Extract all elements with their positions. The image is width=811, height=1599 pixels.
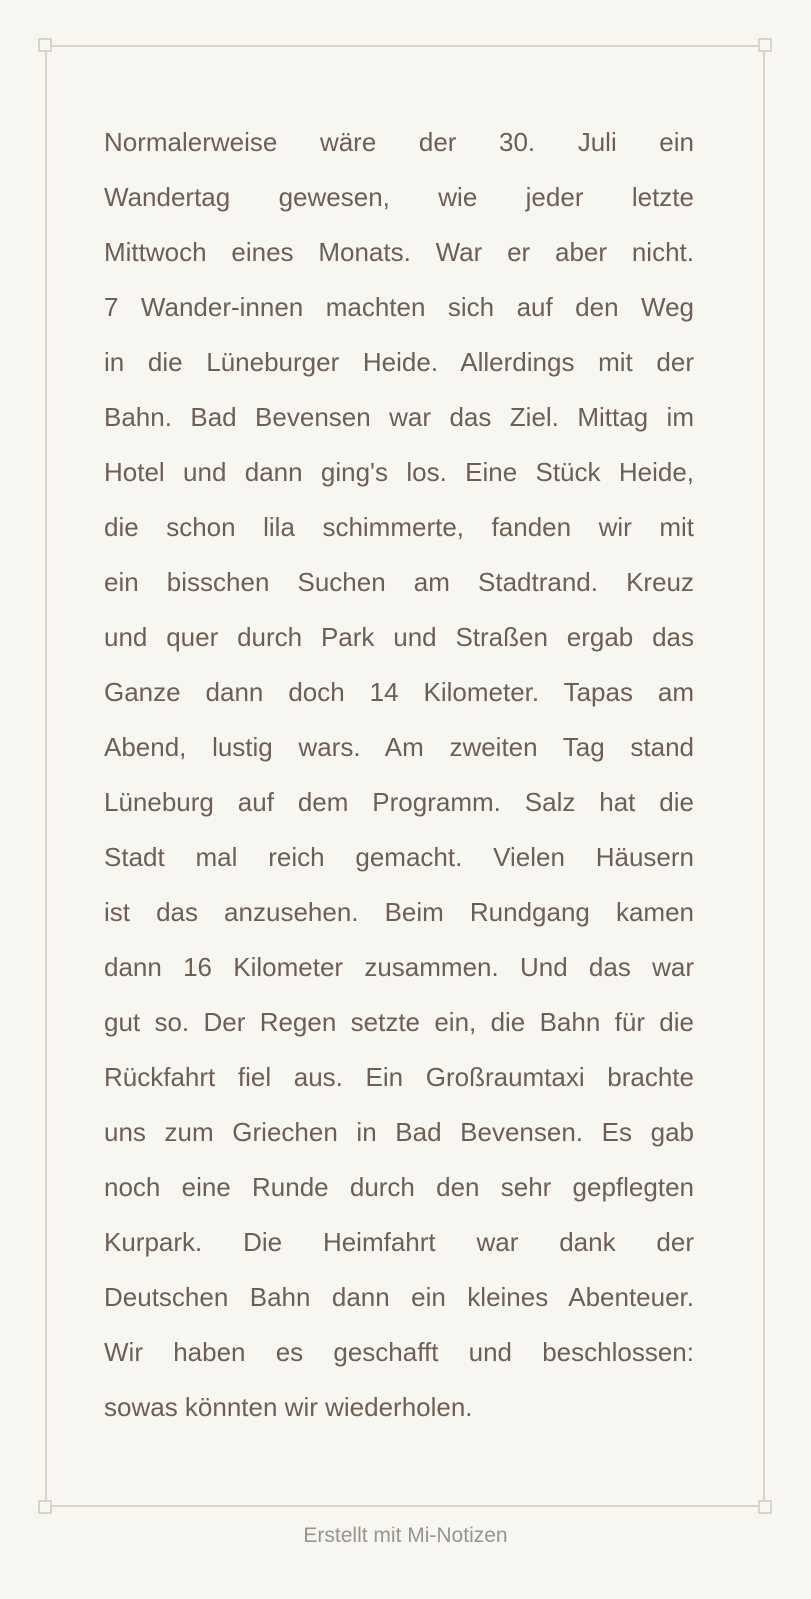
note-line: Lüneburg auf dem Programm. Salz hat die (104, 787, 694, 817)
note-line: Ganze dann doch 14 Kilometer. Tapas am (104, 677, 694, 707)
corner-ornament-bottom-right (758, 1500, 772, 1514)
note-line: Rückfahrt fiel aus. Ein Großraumtaxi brachte (104, 1062, 694, 1092)
note-line: gut so. Der Regen setzte ein, die Bahn für die (104, 1007, 694, 1037)
note-line: Normalerweise wäre der 30. Juli ein (104, 127, 694, 157)
note-body (104, 115, 694, 1435)
footer-credit: Erstellt mit Mi-Notizen (303, 1524, 508, 1547)
note-line: Mittwoch eines Monats. War er aber nicht. (104, 237, 694, 267)
note-line: in die Lüneburger Heide. Allerdings mit der (104, 347, 694, 377)
note-line: Wir haben es geschafft und beschlossen: (104, 1337, 694, 1367)
note-line: Kurpark. Die Heimfahrt war dank der (104, 1227, 694, 1257)
note-line: ist das anzusehen. Beim Rundgang kamen (104, 897, 694, 927)
note-line: dann 16 Kilometer zusammen. Und das war (104, 952, 694, 982)
note-line: 7 Wander-innen machten sich auf den Weg (104, 292, 694, 322)
note-line: ein bisschen Suchen am Stadtrand. Kreuz (104, 567, 694, 597)
note-line: Deutschen Bahn dann ein kleines Abenteuer. (104, 1282, 694, 1312)
note-line: Bahn. Bad Bevensen war das Ziel. Mittag im (104, 402, 694, 432)
note-line: die schon lila schimmerte, fanden wir mit (104, 512, 694, 542)
corner-ornament-bottom-left (38, 1500, 52, 1514)
note-line: noch eine Runde durch den sehr gepflegten (104, 1172, 694, 1202)
note-line: Wandertag gewesen, wie jeder letzte (104, 182, 694, 212)
note-line: sowas könnten wir wiederholen. (104, 1392, 473, 1422)
corner-ornament-top-right (758, 38, 772, 52)
note-line: Abend, lustig wars. Am zweiten Tag stand (104, 732, 694, 762)
note-line: und quer durch Park und Straßen ergab das (104, 622, 694, 652)
corner-ornament-top-left (38, 38, 52, 52)
note-line: Hotel und dann ging's los. Eine Stück Heide, (104, 457, 694, 487)
note-line: uns zum Griechen in Bad Bevensen. Es gab (104, 1117, 694, 1147)
note-line: Stadt mal reich gemacht. Vielen Häusern (104, 842, 694, 872)
